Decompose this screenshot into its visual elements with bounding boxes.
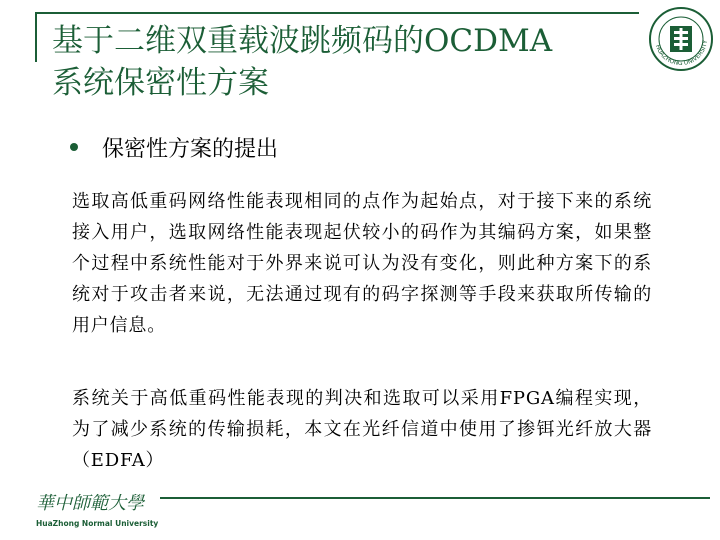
title-line-2: 系统保密性方案 xyxy=(52,65,269,101)
seal-text: HUAZHONG UNIVERSITY xyxy=(653,39,710,68)
footer-logo-chinese: 華中師範大學 xyxy=(36,493,144,514)
bullet-text: 保密性方案的提出 xyxy=(102,136,279,162)
paragraph-1: 选取高低重码网络性能表现相同的点作为起始点，对于接下来的系统接入用户，选取网络性能表现起伏较小的码作为其编码方案，如果整个过程中系统性能对于外界来说可认为没有变化，则此种方案下的系统对于攻击者来说，无法通过现有的码字探测等手段来获取所传输的用户信息。 xyxy=(72,191,652,336)
footer-line xyxy=(160,497,710,499)
title-line-1: 基于二维双重载波跳频码的OCDMA xyxy=(52,23,553,59)
frame-top-line xyxy=(35,12,639,14)
bullet-item xyxy=(70,132,278,162)
university-seal-icon xyxy=(648,6,714,72)
bullet-dot-icon xyxy=(70,143,78,151)
footer-logo-english: HuaZhong Normal University xyxy=(36,519,159,528)
frame-left-line xyxy=(35,12,37,62)
slide-title xyxy=(52,20,642,104)
paragraph-2: 系统关于高低重码性能表现的判决和选取可以采用FPGA编程实现，为了减少系统的传输损耗，本文在光纤信道中使用了掺铒光纤放大器（EDFA） xyxy=(72,388,652,471)
university-logo-icon xyxy=(30,487,160,533)
